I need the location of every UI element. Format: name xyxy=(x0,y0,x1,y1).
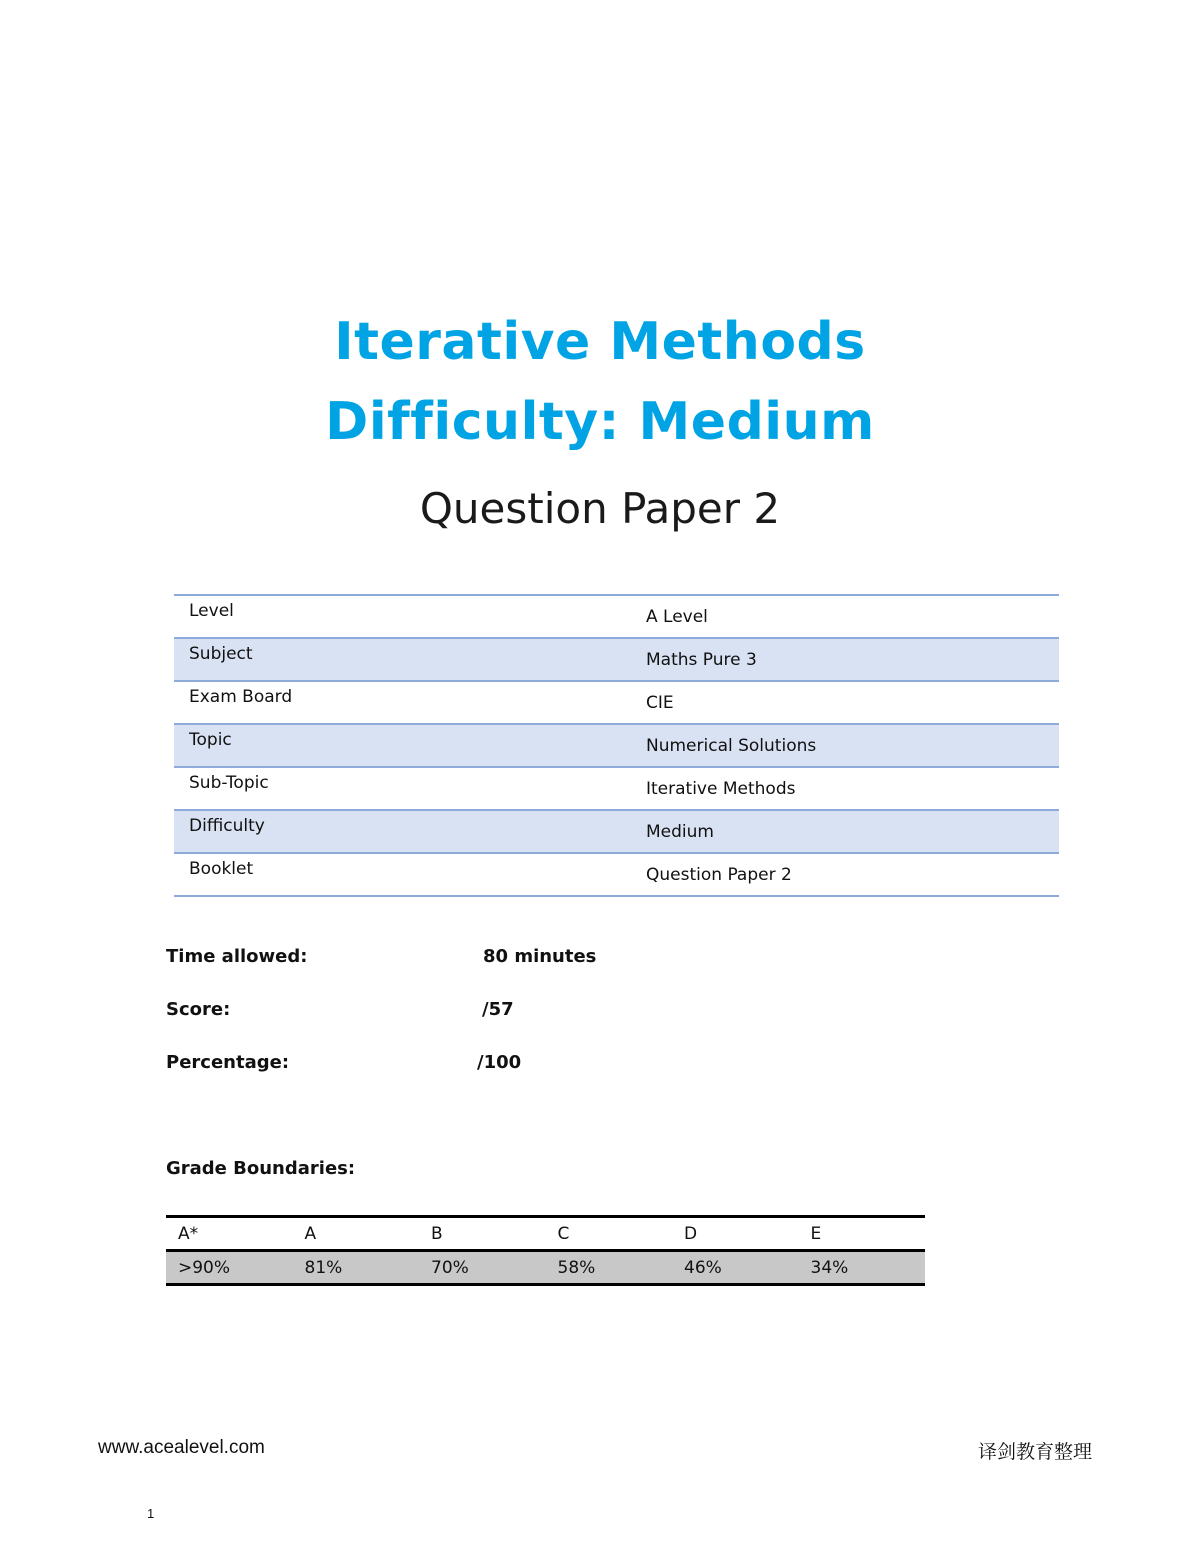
time-allowed-value: 80 minutes xyxy=(483,946,597,967)
grade-header: D xyxy=(672,1217,799,1251)
percentage-value: /100 xyxy=(477,1052,522,1073)
document-title: Iterative Methods xyxy=(334,312,866,372)
score-value: /57 xyxy=(482,999,514,1020)
grade-header: C xyxy=(546,1217,673,1251)
info-value: Iterative Methods xyxy=(631,767,1059,810)
grade-header: A* xyxy=(166,1217,293,1251)
page-number: 1 xyxy=(147,1506,155,1521)
info-row-level xyxy=(174,595,1059,638)
footer-website-link[interactable]: www.acealevel.com xyxy=(98,1437,265,1458)
info-row-booklet xyxy=(174,853,1059,896)
info-value: Question Paper 2 xyxy=(631,853,1059,896)
info-label: Sub-Topic xyxy=(174,767,631,810)
info-value: CIE xyxy=(631,681,1059,724)
info-table xyxy=(174,594,1059,897)
time-allowed-label: Time allowed: xyxy=(166,946,308,967)
info-value: Medium xyxy=(631,810,1059,853)
info-value: Maths Pure 3 xyxy=(631,638,1059,681)
info-label: Difficulty xyxy=(174,810,631,853)
info-label: Topic xyxy=(174,724,631,767)
grade-value: 70% xyxy=(419,1251,546,1285)
info-row-exam-board xyxy=(174,681,1059,724)
grade-value-row xyxy=(166,1251,925,1285)
paper-subtitle: Question Paper 2 xyxy=(419,484,781,533)
info-label: Level xyxy=(174,595,631,638)
grade-header: A xyxy=(293,1217,420,1251)
info-row-difficulty xyxy=(174,810,1059,853)
grade-value: 46% xyxy=(672,1251,799,1285)
info-label: Exam Board xyxy=(174,681,631,724)
footer-organizer-text: 译剑教育整理 xyxy=(977,1441,1092,1463)
grade-header: E xyxy=(799,1217,926,1251)
grade-header: B xyxy=(419,1217,546,1251)
grade-boundaries-heading: Grade Boundaries: xyxy=(166,1158,356,1179)
grade-header-row xyxy=(166,1217,925,1251)
grade-value: 81% xyxy=(293,1251,420,1285)
info-value: A Level xyxy=(631,595,1059,638)
info-label: Subject xyxy=(174,638,631,681)
difficulty-title: Difficulty: Medium xyxy=(325,392,875,452)
info-row-sub-topic xyxy=(174,767,1059,810)
info-label: Booklet xyxy=(174,853,631,896)
grade-boundaries-table xyxy=(166,1215,925,1286)
grade-value: 58% xyxy=(546,1251,673,1285)
info-value: Numerical Solutions xyxy=(631,724,1059,767)
grade-value: >90% xyxy=(166,1251,293,1285)
grade-value: 34% xyxy=(799,1251,926,1285)
info-row-subject xyxy=(174,638,1059,681)
info-row-topic xyxy=(174,724,1059,767)
percentage-label: Percentage: xyxy=(166,1052,290,1073)
score-label: Score: xyxy=(166,999,231,1020)
